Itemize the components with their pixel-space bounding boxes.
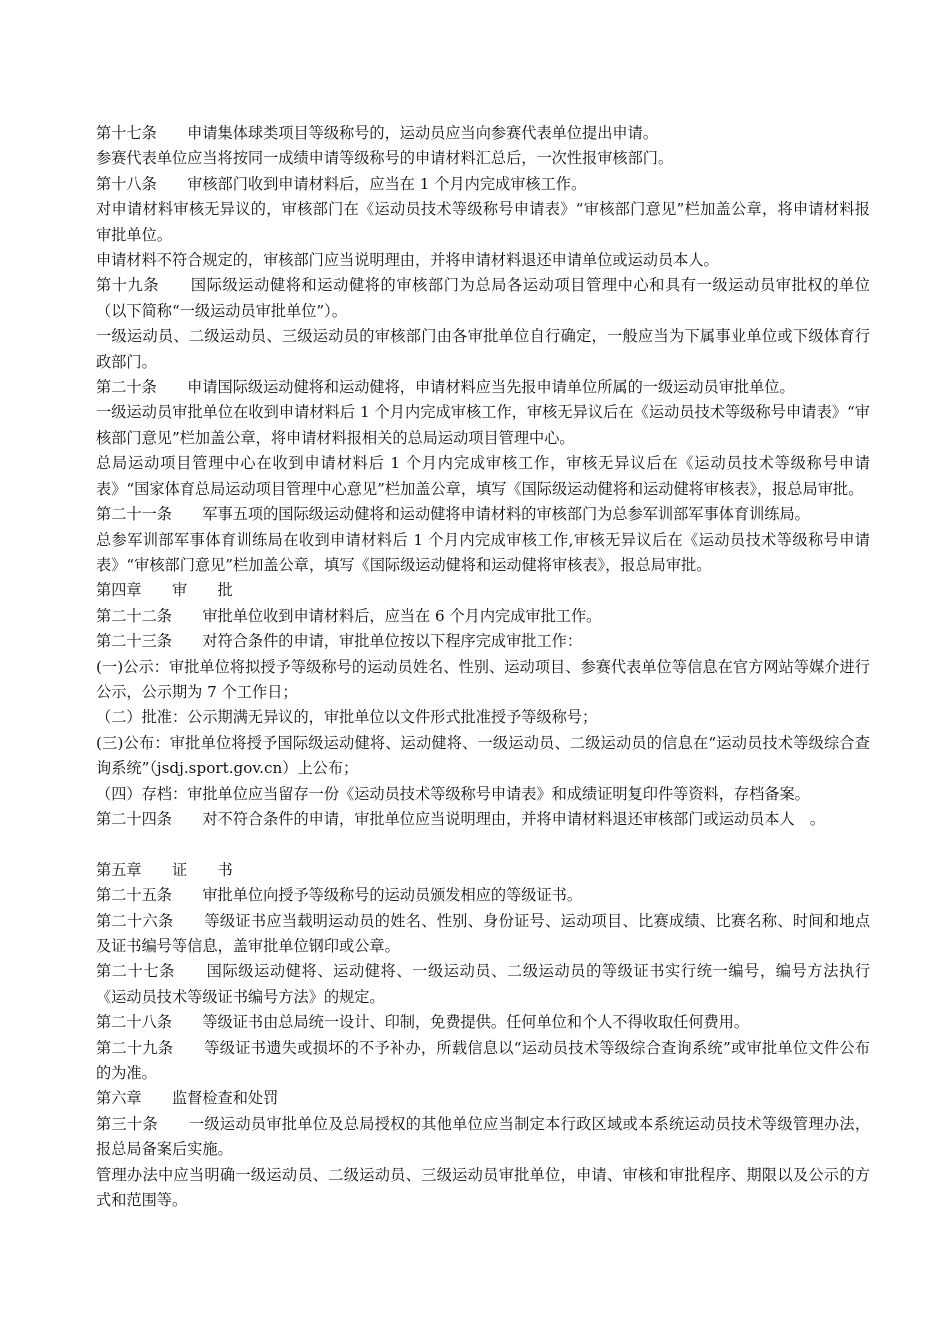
paragraph: 申请材料不符合规定的，审核部门应当说明理由，并将申请材料退还申请单位或运动员本人。	[96, 251, 719, 270]
paragraph: 第二十一条 军事五项的国际级运动健将和运动健将申请材料的审核部门为总参军训部军事体育训练局。	[96, 505, 810, 524]
paragraph: 第二十条 申请国际级运动健将和运动健将，申请材料应当先报申请单位所属的一级运动员审批单位。	[96, 378, 795, 397]
paragraph: 对申请材料审核无异议的，审核部门在《运动员技术等级称号申请表》“审核部门意见”栏加盖公章，将申请材料报审批单位。	[96, 200, 870, 244]
paragraph: 第五章 证 书	[96, 860, 233, 879]
paragraph: 总局运动项目管理中心在收到申请材料后 1 个月内完成审核工作，审核无异议后在《运动员技术等级称号申请表》“国家体育总局运动项目管理中心意见”栏加盖公章，填写《国际级运动健将和运动健将审核表》，报总局审批。	[96, 454, 870, 498]
paragraph: 总参军训部军事体育训练局在收到申请材料后 1 个月内完成审核工作,审核无异议后在《运动员技术等级称号申请表》“审核部门意见”栏加盖公章，填写《国际级运动健将和运动健将审核表》，报总局审批。	[96, 530, 870, 574]
paragraph: 第二十九条 等级证书遗失或损坏的不予补办，所载信息以“运动员技术等级综合查询系统”或审批单位文件公布的为准。	[96, 1038, 870, 1083]
paragraph: 参赛代表单位应当将按同一成绩申请等级称号的申请材料汇总后，一次性报审核部门。	[96, 149, 674, 168]
document-page	[96, 121, 870, 1213]
paragraph: (三)公布：审批单位将授予国际级运动健将、运动健将、一级运动员、二级运动员的信息在“运动员技术等级综合查询系统”（jsdj.sport.gov.cn）上公布；	[96, 733, 870, 778]
paragraph: 第四章 审 批	[96, 581, 233, 600]
paragraph: 第二十三条 对符合条件的申请，审批单位按以下程序完成审批工作：	[96, 632, 582, 651]
paragraph: 管理办法中应当明确一级运动员、二级运动员、三级运动员审批单位，申请、审核和审批程序、期限以及公示的方式和范围等。	[96, 1165, 870, 1210]
paragraph: 第二十七条 国际级运动健将、运动健将、一级运动员、二级运动员的等级证书实行统一编号，编号方法执行《运动员技术等级证书编号方法》的规定。	[96, 962, 870, 1006]
paragraph: 第十八条 审核部门收到申请材料后，应当在 1 个月内完成审核工作。	[96, 174, 587, 193]
paragraph: 第十九条 国际级运动健将和运动健将的审核部门为总局各运动项目管理中心和具有一级运动员审批权的单位（以下简称“一级运动员审批单位”）。	[96, 276, 870, 320]
paragraph: 第六章 监督检查和处罚	[96, 1089, 279, 1108]
paragraph: （二）批准：公示期满无异议的，审批单位以文件形式批准授予等级称号；	[96, 708, 598, 727]
paragraph: 一级运动员、二级运动员、三级运动员的审核部门由各审批单位自行确定，一般应当为下属事业单位或下级体育行政部门。	[96, 327, 870, 371]
paragraph: 第十七条 申请集体球类项目等级称号的，运动员应当向参赛代表单位提出申请。	[96, 124, 658, 142]
paragraph: 第二十四条 对不符合条件的申请，审批单位应当说明理由，并将申请材料退还审核部门或运动员本人 。	[96, 809, 825, 828]
blank-line	[96, 832, 870, 857]
paragraph: 第二十五条 审批单位向授予等级称号的运动员颁发相应的等级证书。	[96, 886, 582, 905]
paragraph: （四）存档：审批单位应当留存一份《运动员技术等级称号申请表》和成绩证明复印件等资料，存档备案。	[96, 784, 810, 803]
paragraph: 一级运动员审批单位在收到申请材料后 1 个月内完成审核工作，审核无异议后在《运动员技术等级称号申请表》“审核部门意见”栏加盖公章，将申请材料报相关的总局运动项目管理中心。	[96, 403, 870, 447]
paragraph: 第二十八条 等级证书由总局统一设计、印制，免费提供。任何单位和个人不得收取任何费用。	[96, 1013, 750, 1032]
paragraph: (一)公示：审批单位将拟授予等级称号的运动员姓名、性别、运动项目、参赛代表单位等信息在官方网站等媒介进行公示，公示期为 7 个工作日；	[96, 657, 870, 701]
paragraph: 第三十条 一级运动员审批单位及总局授权的其他单位应当制定本行政区域或本系统运动员技术等级管理办法，报总局备案后实施。	[96, 1114, 870, 1159]
paragraph: 第二十二条 审批单位收到申请材料后，应当在 6 个月内完成审批工作。	[96, 606, 602, 625]
paragraph: 第二十六条 等级证书应当载明运动员的姓名、性别、身份证号、运动项目、比赛成绩、比赛名称、时间和地点及证书编号等信息，盖审批单位钢印或公章。	[96, 911, 870, 955]
